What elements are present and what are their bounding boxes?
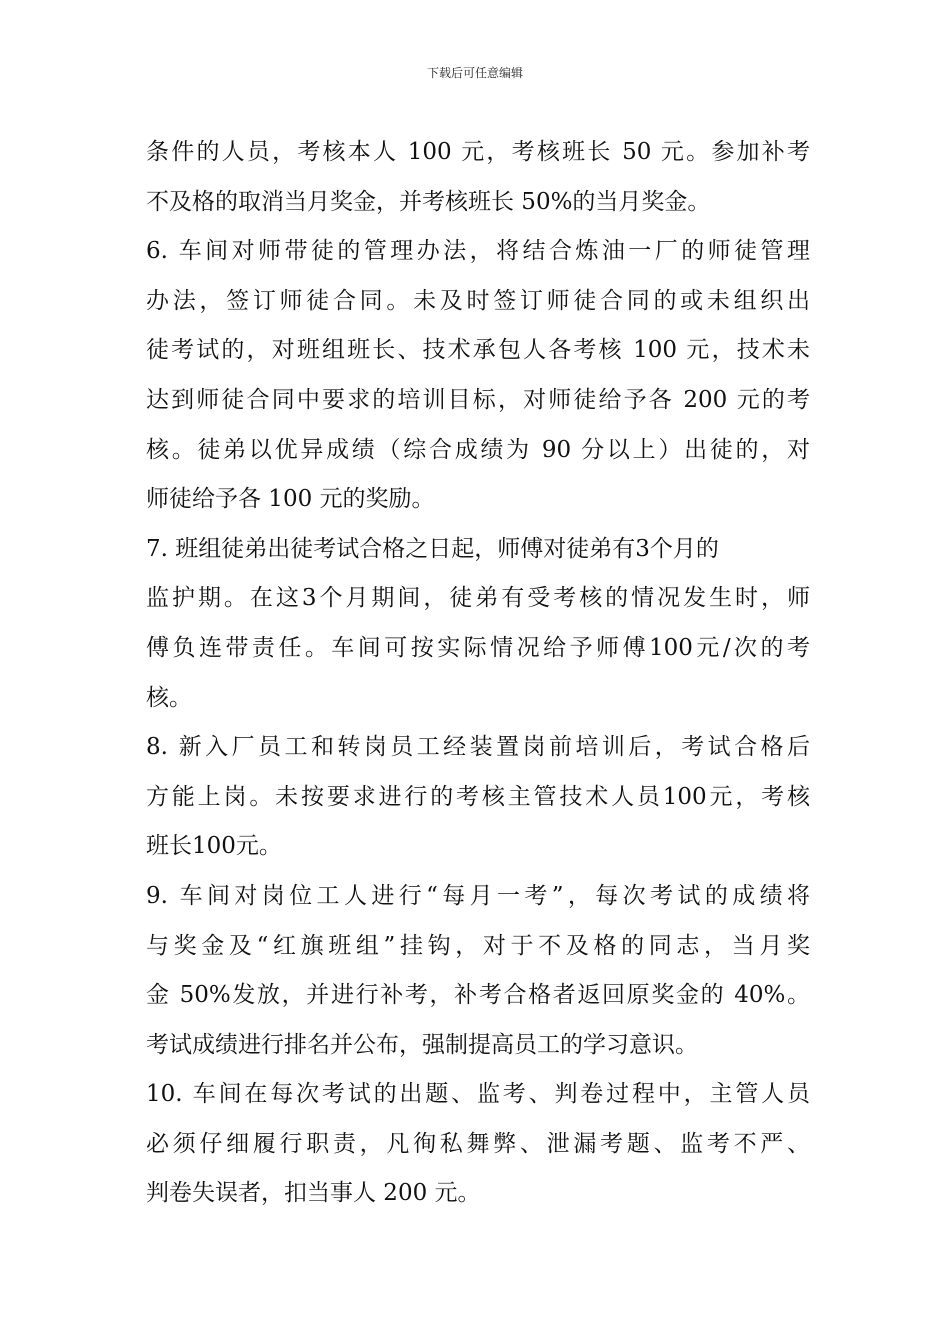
- text-line: 考试成绩进行排名并公布，强制提高员工的学习意识。: [146, 1031, 698, 1058]
- text-line: 监护期。在这3个月期间，徒弟有受考核的情况发生时，师: [146, 585, 810, 612]
- text-line: 判卷失误者，扣当事人 200 元。: [146, 1180, 481, 1207]
- text-line: 达到师徒合同中要求的培训目标，对师徒给予各 200 元的考: [146, 386, 810, 413]
- text-line: 金 50%发放，并进行补考，补考合格者返回原奖金的 40%。: [146, 982, 810, 1009]
- text-line: 傅负连带责任。车间可按实际情况给予师傅100元/次的考: [146, 634, 810, 661]
- text-line: 徒考试的，对班组班长、技术承包人各考核 100 元，技术未: [146, 337, 810, 364]
- text-line: 7. 班组徒弟出徒考试合格之日起，师傅对徒弟有3个月的: [146, 535, 719, 562]
- text-line: 核。徒弟以优异成绩（综合成绩为 90 分以上）出徒的，对: [146, 436, 810, 463]
- text-line: 10. 车间在每次考试的出题、监考、判卷过程中，主管人员: [146, 1081, 810, 1108]
- text-line: 核。: [146, 684, 192, 711]
- text-line: 条件的人员，考核本人 100 元，考核班长 50 元。参加补考: [146, 139, 810, 165]
- text-line: 师徒给予各 100 元的奖励。: [146, 486, 435, 513]
- text-line: 9. 车间对岗位工人进行“每月一考”，每次考试的成绩将: [146, 882, 810, 909]
- text-line: 办法，签订师徒合同。未及时签订师徒合同的或未组织出: [146, 287, 810, 314]
- text-line: 不及格的取消当月奖金，并考核班长 50%的当月奖金。: [146, 188, 711, 215]
- text-line: 班长100元。: [146, 833, 282, 860]
- text-line: 与奖金及“红旗班组”挂钩，对于不及格的同志，当月奖: [146, 932, 810, 959]
- document-body: [146, 128, 810, 1219]
- text-line: 方能上岗。未按要求进行的考核主管技术人员100元，考核: [146, 783, 810, 810]
- text-line: 8. 新入厂员工和转岗员工经装置岗前培训后，考试合格后: [146, 734, 810, 761]
- page-header: 下载后可任意编辑: [426, 66, 523, 80]
- text-line: 6. 车间对师带徒的管理办法，将结合炼油一厂的师徒管理: [146, 238, 810, 265]
- text-line: 必须仔细履行职责，凡徇私舞弊、泄漏考题、监考不严、: [146, 1130, 810, 1157]
